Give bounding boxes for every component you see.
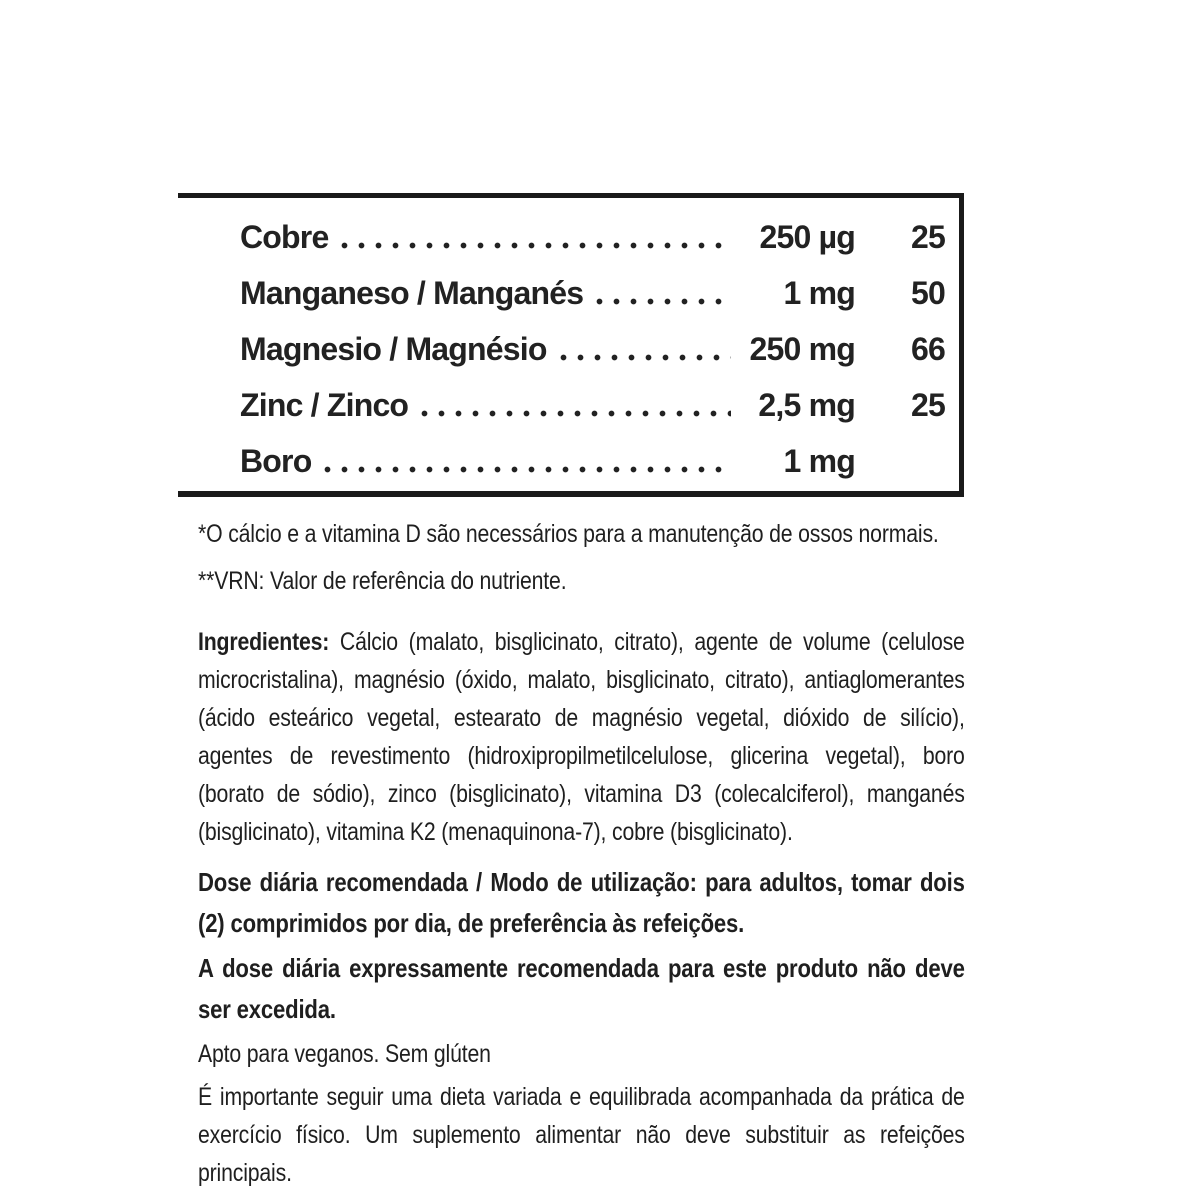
table-row <box>240 209 959 265</box>
footnote-vrn: **VRN: Valor de referência do nutriente. <box>198 567 567 595</box>
nutrient-amount: 1 mg <box>783 442 855 479</box>
nutrient-vrn-percent: 66 <box>911 330 945 367</box>
dotted-leader <box>319 466 731 473</box>
nutrient-vrn-percent: 50 <box>911 274 945 311</box>
nutrient-vrn-percent: 25 <box>911 386 945 423</box>
dotted-leader <box>591 298 731 305</box>
warning-paragraph: A dose diária expressamente recomendada para este produto não deve ser excedida. <box>198 953 965 1024</box>
nutrient-name: Boro <box>240 442 312 479</box>
table-row <box>240 265 959 321</box>
table-row <box>240 433 959 489</box>
dosage-text: para adultos, tomar dois (2) comprimidos por dia, de preferência às refeições. <box>198 867 965 938</box>
advice-paragraph: É importante seguir uma dieta variada e equilibrada acompanhada da prática de exercício físico. Um suplemento alimentar não deve substituir as refeições principais. <box>198 1083 965 1187</box>
table-row <box>240 321 959 377</box>
suitability-line: Apto para veganos. Sem glúten <box>198 1040 491 1068</box>
ingredients-text: Cálcio (malato, bisglicinato, citrato), agente de volume (celulose microcristalina), magnésio (óxido, malato, bisglicinato, citrato), antiaglomerantes (ácido esteárico vegetal, estearato de magnésio vegetal, dióxido de silício), agentes de revestimento (hidroxipropilmetilcelulose, glicerina vegetal), boro (borato de sódio), zinco (bisglicinato), vitamina D3 (colecalciferol), manganés (bisglicinato), vitamina K2 (menaquinona-7), cobre (bisglicinato). <box>198 628 965 846</box>
nutrition-panel <box>178 193 964 497</box>
table-row <box>240 377 959 433</box>
ingredients-label: Ingredientes: <box>198 628 330 656</box>
ingredients-paragraph <box>198 623 965 851</box>
nutrient-name: Cobre <box>240 218 329 255</box>
nutrient-amount: 2,5 mg <box>758 386 855 423</box>
nutrient-name: Zinc / Zinco <box>240 386 409 423</box>
dotted-leader <box>416 410 731 417</box>
nutrient-amount: 250 µg <box>759 218 855 255</box>
dotted-leader <box>555 354 731 361</box>
nutrient-vrn-percent: 25 <box>911 218 945 255</box>
nutrient-amount: 250 mg <box>749 330 855 367</box>
nutrient-amount: 1 mg <box>783 274 855 311</box>
nutrient-name: Magnesio / Magnésio <box>240 330 547 367</box>
dosage-paragraph <box>198 862 965 944</box>
nutrient-name: Manganeso / Manganés <box>240 274 584 311</box>
dotted-leader <box>336 242 731 249</box>
footnote-calcium: *O cálcio e a vitamina D são necessários para a manutenção de ossos normais. <box>198 520 939 548</box>
nutrient-rows <box>178 198 959 489</box>
dosage-label: Dose diária recomendada / Modo de utilização: <box>198 867 697 897</box>
